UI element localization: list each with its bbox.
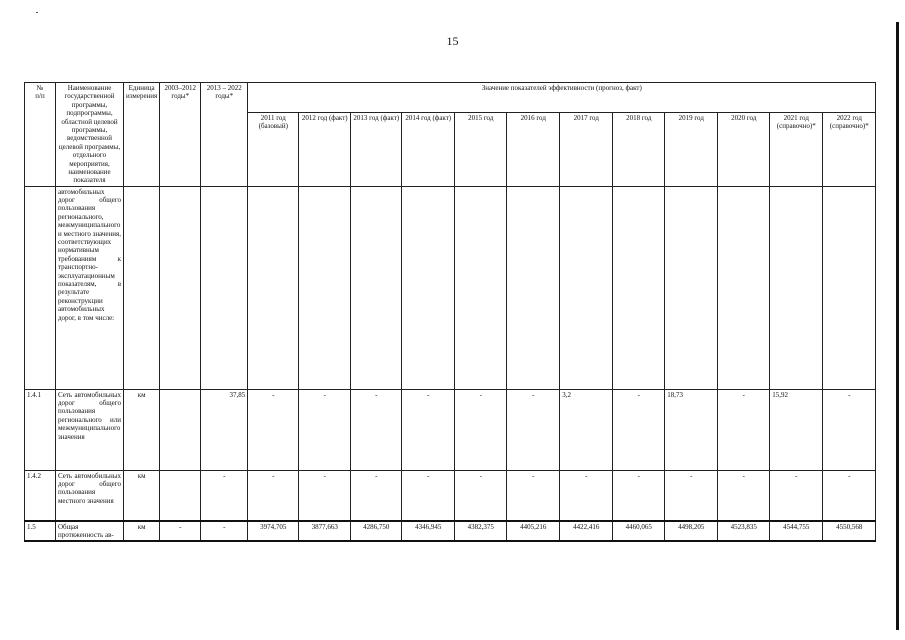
row-value: - [823,470,876,521]
row-value: - [560,470,613,521]
row-value: 4382,375 [455,521,507,542]
row-period-2003 [160,389,201,470]
row-value: 4498,205 [665,521,718,542]
header-year: 2021 год (справочно)* [770,113,823,187]
table-row [25,521,876,542]
row-value: - [402,389,455,470]
row-value: - [299,389,351,470]
row-value [770,186,823,389]
header-period-2003: 2003–2012 годы* [160,83,201,187]
row-unit: км [124,389,160,470]
row-period-2013 [201,186,248,389]
row-value: - [351,470,402,521]
row-num: 1.4.2 [25,470,56,521]
row-value: - [455,389,507,470]
row-period-2003 [160,186,201,389]
row-value: - [402,470,455,521]
row-value: - [351,389,402,470]
row-value: 3877,663 [299,521,351,542]
header-year: 2012 год (факт) [299,113,351,187]
row-value [507,186,560,389]
row-name: автомобильных дорог общего пользования регионального, межмуниципального и местного значения, соответствующих нормативным требованиям к транспортно-эксплуатационным показателям, в результате реконструкции автомобильных дорог, в том числе: [56,186,124,389]
row-value: 4346,945 [402,521,455,542]
header-year: 2011 год (базовый) [248,113,299,187]
row-name: Общая протяженность ав- [56,521,124,542]
header-year: 2018 год [613,113,665,187]
row-value: 18,73 [665,389,718,470]
row-value [665,186,718,389]
row-num: 1.4.1 [25,389,56,470]
header-num: № п/п [25,83,56,187]
header-year: 2022 год (справочно)* [823,113,876,187]
row-value [560,186,613,389]
header-name: Наименование государственной программы, подпрограммы, областной целевой программы, ведомственной целевой программы, отдельного мероприятия, наименование показателя [56,83,124,187]
row-num: 1.5 [25,521,56,542]
row-value: - [770,470,823,521]
scan-speck [36,12,38,13]
row-value: - [665,470,718,521]
table-row [25,389,876,470]
header-year: 2020 год [718,113,770,187]
header-period-2013: 2013 – 2022 годы* [201,83,248,187]
row-value: - [718,389,770,470]
row-value [299,186,351,389]
header-year: 2019 год [665,113,718,187]
row-value [351,186,402,389]
row-value [455,186,507,389]
row-period-2013: - [201,521,248,542]
row-value: - [455,470,507,521]
row-value: - [613,389,665,470]
row-value: - [248,470,299,521]
row-value: - [248,389,299,470]
row-value: 4405,216 [507,521,560,542]
row-value [613,186,665,389]
row-unit: км [124,521,160,542]
page-edge-bar [896,22,899,630]
table-row [25,470,876,521]
header-year: 2014 год (факт) [402,113,455,187]
row-value: 3974,705 [248,521,299,542]
header-year: 2013 год (факт) [351,113,402,187]
row-period-2003: - [160,521,201,542]
row-value [718,186,770,389]
row-value: - [299,470,351,521]
header-year: 2016 год [507,113,560,187]
page-number: 15 [446,34,459,48]
row-name: Сеть автомобильных дорог общего пользования регионального или межмуниципального значения [56,389,124,470]
row-value: 4544,755 [770,521,823,542]
row-value: - [613,470,665,521]
header-unit: Единица измерения [124,83,160,187]
row-unit: км [124,470,160,521]
row-value: - [507,470,560,521]
row-name: Сеть автомобильных дорог общего пользования местного значения [56,470,124,521]
row-num [25,186,56,389]
row-value: - [507,389,560,470]
header-year: 2015 год [455,113,507,187]
table-row [25,186,876,389]
row-value [823,186,876,389]
row-value [402,186,455,389]
header-values-title: Значение показателей эффективности (прогноз, факт) [248,83,876,113]
row-period-2013: - [201,470,248,521]
header-row-1 [25,83,876,113]
indicators-table [24,82,876,542]
row-value: - [823,389,876,470]
row-value: 4460,065 [613,521,665,542]
row-value: 3,2 [560,389,613,470]
header-year: 2017 год [560,113,613,187]
row-value: 15,92 [770,389,823,470]
row-value: 4286,750 [351,521,402,542]
row-value: 4550,568 [823,521,876,542]
row-period-2003 [160,470,201,521]
row-value [248,186,299,389]
row-unit [124,186,160,389]
row-value: 4523,835 [718,521,770,542]
row-value: 4422,416 [560,521,613,542]
row-value: - [718,470,770,521]
row-period-2013: 37,85 [201,389,248,470]
